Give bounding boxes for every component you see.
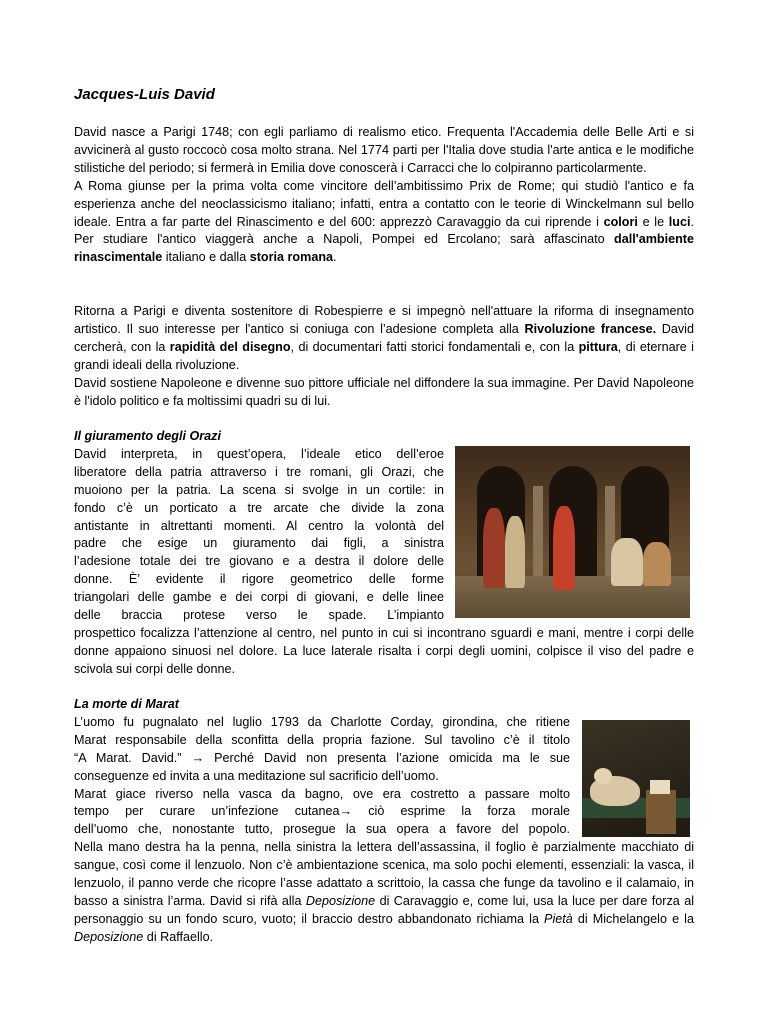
orazi-wrapped-text [74,446,444,625]
painting-wooden-box [646,790,676,834]
text-run: . Per studiare l'antico viaggerà anche a Napoli, Pompei ed Ercolano; sarà affascinato [74,214,694,247]
death-of-marat-painting [582,720,690,837]
marat-heading: La morte di Marat [74,697,179,711]
intro-paragraph-2 [74,178,694,268]
orazi-line: liberatore della patria attraverso i tre romani, gli Orazi, che [74,464,444,479]
painting-column [533,486,543,581]
painting-figure [643,542,671,586]
text-run: , di documentari fatti storici fondamentali e, con la [290,339,579,354]
marat-line: L’uomo fu pugnalato nel luglio 1793 da Charlotte Corday, girondina, che ritiene [74,714,570,729]
text-run: . [333,250,337,265]
paris-paragraph-1 [74,303,694,375]
painting-letter [650,780,670,794]
orazi-line: antistante in altrettanti momenti. Al centro la volontà del [74,518,444,533]
text-run: e le [637,214,669,229]
marat-line: dell’uomo che, nonostante tutto, prosegue la sua opera a favore del popolo. [74,822,570,837]
italic-deposizione: Deposizione [305,893,376,908]
bold-luci: luci [668,214,691,229]
orazi-line: delle braccia protese verso le spade. L’impianto [74,608,444,623]
text-run: A Roma giunse per la prima volta come vincitore dell’ambitissimo Prix de Rome; qui studiò l'antico e fa esperienza anche del neoclassicismo italiano; infatti, entra a contatto con le teorie di Winckelmann sul bello ideale. Entra a far parte del Rinascimento e del 600: apprezzò Caravaggio da cui riprende i [74,178,694,229]
marat-paragraph-rest [74,839,694,946]
italic-deposizione: Deposizione [74,929,144,944]
marat-line: Marat giace riverso nella vasca da bagno, ove era costretto a passare molto [74,786,570,801]
paris-section [74,303,694,410]
marat-line: Marat responsabile della sconfitta della propria fazione. Sul tavolino c’è il titolo [74,732,570,747]
intro-section [74,124,694,267]
paris-paragraph-2: David sostiene Napoleone e divenne suo pittore ufficiale nel diffondere la sua immagine. Per David Napoleone è l'idolo politico e fa moltissimi quadri su di lui. [74,375,694,408]
orazi-paragraph-rest: prospettico focalizza l’attenzione al centro, nel punto in cui si incontrano sguardi e mani, mentre i corpi delle donne appaiono sinuosi nel dolore. La luce laterale risalta i corpi degli uomini, colpisce il viso del padre e scivola sui corpi delle donne. [74,625,694,676]
marat-line: “A Marat. David.” → Perché David non presenta l’azione omicida ma le sue [74,750,570,765]
oath-of-horatii-painting [455,446,690,618]
orazi-heading: Il giuramento degli Orazi [74,429,221,443]
orazi-line: donne. È’ evidente il rigore geometrico delle forme [74,572,444,587]
marat-wrapped-text [74,714,570,839]
bold-storia: storia romana [249,250,334,265]
orazi-line: muoiono per la patria. La scena si svolge in un cortile: in [74,482,444,497]
bold-ambiente: dall'ambiente rinascimentale [74,232,694,265]
marat-line: tempo per curare un’infezione cutanea→ ciò esprime la forza morale [74,804,570,819]
bold-rapidita: rapidità del disegno [169,339,291,354]
orazi-line: David interpreta, in quest’opera, l’ideale etico dell’eroe [74,446,444,461]
painting-head [594,768,612,784]
marat-line: conseguenze ed invita a una meditazione sul sacrificio dell’uomo. [74,768,439,783]
orazi-line: fondo c’è un porticato a tre arcate che divide la zona [74,500,444,515]
painting-figure [611,538,643,586]
orazi-line: triangolari delle gambe e dei corpi di giovani, e delle linee [74,590,444,605]
painting-figure [483,508,505,588]
text-run: di Raffaello. [143,929,214,944]
text-run: , di eternare i grandi ideali della rivoluzione. [74,339,694,372]
text-run: di Michelangelo e la [572,911,694,926]
text-run: Ritorna a Parigi e diventa sostenitore di Robespierre e si impegnò nell'attuare la riforma di insegnamento artistico. Il suo interesse per l'antico si coniuga con l’adesione completa alla [74,304,694,336]
intro-paragraph-1: David nasce a Parigi 1748; con egli parliamo di realismo etico. Frequenta l'Accademia delle Belle Arti e si avvicinerà al gusto roccocò cosa molto strana. Nel 1774 parti per l'Italia dove studia l'arte antica e le modifiche stilistiche del periodo; si fermerà in Emilia dove conoscerà i Carracci che lo colpiranno particolarmente. [74,125,694,175]
bold-pittura: pittura [578,339,618,354]
painting-figure [553,506,575,590]
bold-rivoluzione: Rivoluzione francese. [524,321,657,336]
text-run: David cercherà, con la [74,321,694,354]
page-title: Jacques-Luis David [74,86,215,103]
text-run: Nella mano destra ha la penna, nella sinistra la lettera dell’assassina, il foglio è parzialmente macchiato di sangue, così come il lenzuolo. Non c’è ambientazione scenica, ma solo pochi elementi, essenziali: la vasca, il lenzuolo, il panno verde che ricopre l’asse adattato a scrittoio, la cassa che funge da tavolino e il calamaio, in basso a sinistra l’arma. David si rifà alla [74,840,694,908]
text-run: di Caravaggio e, come lui, usa la luce per dare forza al personaggio su un fondo scuro, vuoto; il braccio destro abbandonato richiama la [74,893,694,926]
orazi-line: padre che esige un giuramento dai figli, a sinistra [74,536,444,551]
orazi-line: l’adesione totale dei tre giovano e a destra il dolore delle [74,554,444,569]
italic-pieta: Pietà [544,911,573,926]
bold-colori: colori [603,214,638,229]
text-run: italiano e dalla [162,250,250,265]
painting-figure [505,516,525,588]
